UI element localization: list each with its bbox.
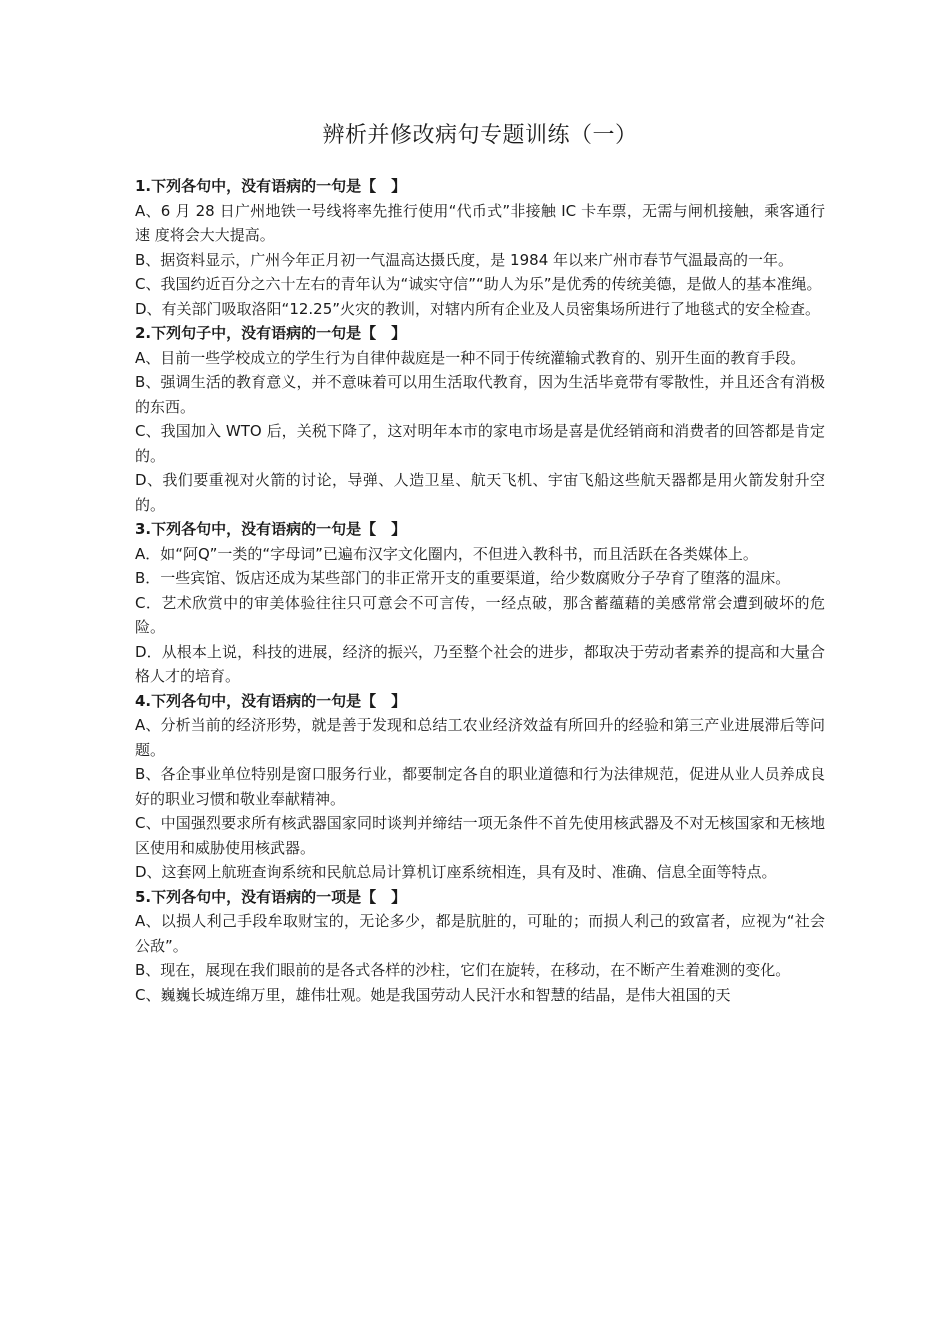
option-b: B、强调生活的教育意义，并不意味着可以用生活取代教育，因为生活毕竟带有零散性，并且还含有消极的东西。 (135, 373, 825, 416)
question-stem: 1.下列各句中，没有语病的一句是【 】 (135, 177, 407, 195)
option-a: A．如“阿Q”一类的“字母词”已遍布汉字文化圈内，不但进入教科书，而且活跃在各类媒体上。 (135, 544, 758, 563)
option-b: B、据资料显示，广州今年正月初一气温高达摄氏度，是 1984 年以来广州市春节气温最高的一年。 (135, 250, 794, 269)
option-d: D、这套网上航班查询系统和民航总局计算机订座系统相连，具有及时、准确、信息全面等特点。 (135, 863, 777, 881)
question-stem: 3.下列各句中，没有语病的一句是【 】 (135, 520, 407, 538)
document-title: 辨析并修改病句专题训练（一） (322, 123, 638, 148)
option-b: B、现在，展现在我们眼前的是各式各样的沙柱，它们在旋转，在移动，在不断产生着难测的变化。 (135, 961, 791, 979)
question-3 (135, 517, 825, 689)
option-d: D、我们要重视对火箭的讨论，导弹、人造卫星、航天飞机、宇宙飞船这些航天器都是用火箭发射升空的。 (135, 471, 825, 514)
option-c: C、我国约近百分之六十左右的青年认为“诚实守信”“助人为乐”是优秀的传统美德，是做人的基本准绳。 (135, 275, 822, 293)
question-stem: 4.下列各句中，没有语病的一句是【 】 (135, 691, 407, 710)
option-c: C、我国加入 WTO 后，关税下降了，这对明年本市的家电市场是喜是优经销商和消费者的回答都是肯定的。 (135, 422, 825, 465)
question-2 (135, 321, 825, 517)
question-5 (135, 885, 825, 1008)
option-a: A、目前一些学校成立的学生行为自律仲裁庭是一种不同于传统灌输式教育的、别开生面的教育手段。 (135, 348, 806, 367)
document-page (135, 118, 825, 1007)
option-a: A、分析当前的经济形势，就是善于发现和总结工农业经济效益有所回升的经验和第三产业进展滞后等问题。 (135, 716, 825, 759)
option-a: A、以损人利己手段牟取财宝的，无论多少，都是肮脏的，可耻的；而损人利己的致富者，应视为“社会公敌”。 (135, 912, 825, 955)
option-c: C、中国强烈要求所有核武器国家同时谈判并缔结一项无条件不首先使用核武器及不对无核国家和无核地区使用和威胁使用核武器。 (135, 814, 825, 857)
option-d: D、有关部门吸取洛阳“12.25”火灾的教训，对辖内所有企业及人员密集场所进行了地毯式的安全检查。 (135, 299, 821, 318)
option-b: B．一些宾馆、饭店还成为某些部门的非正常开支的重要渠道，给少数腐败分子孕育了堕落的温床。 (135, 569, 791, 587)
option-b: B、各企事业单位特别是窗口服务行业，都要制定各自的职业道德和行为法律规范，促进从业人员养成良好的职业习惯和敬业奉献精神。 (135, 765, 825, 808)
option-d: D．从根本上说，科技的进展，经济的振兴，乃至整个社会的进步，都取决于劳动者素养的提高和大量合格人才的培育。 (135, 642, 825, 685)
question-stem: 2.下列句子中，没有语病的一句是【 】 (135, 324, 407, 342)
option-c: C．艺术欣赏中的审美体验往往只可意会不可言传，一经点破，那含蓄蕴藉的美感常常会遭到破坏的危险。 (135, 593, 825, 636)
question-4 (135, 689, 825, 885)
option-a: A、6 月 28 日广州地铁一号线将率先推行使用“代币式”非接触 IC 卡车票，无需与闸机接触，乘客通行速 度将会大大提高。 (135, 201, 825, 244)
question-stem: 5.下列各句中，没有语病的一项是【 】 (135, 887, 407, 906)
option-c: C、巍巍长城连绵万里，雄伟壮观。她是我国劳动人民汗水和智慧的结晶，是伟大祖国的天 (135, 985, 731, 1004)
question-1 (135, 174, 825, 321)
